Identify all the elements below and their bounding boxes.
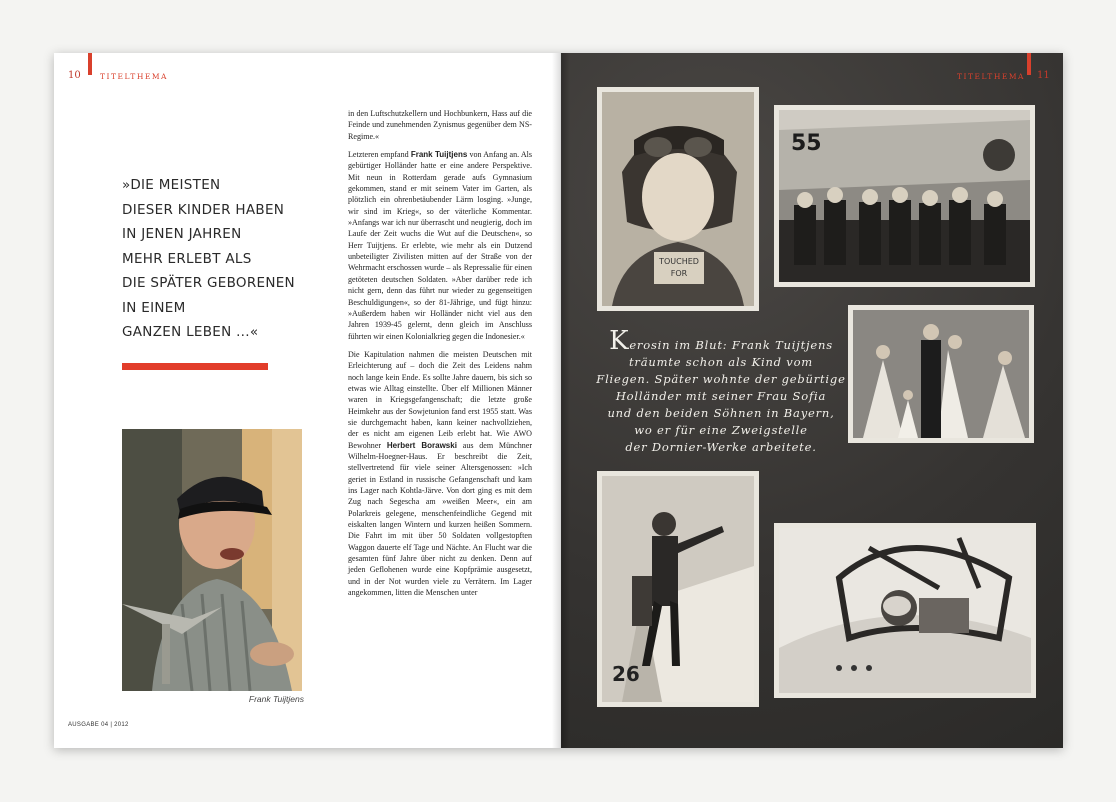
- squadron-illustration: [779, 110, 1030, 282]
- caption-line: und den beiden Söhnen in Bayern,: [607, 406, 835, 420]
- quote-line: IN JENEN JAHREN: [122, 226, 242, 242]
- helmet-text: FOR: [670, 269, 688, 278]
- page-marker-bar-right: [1027, 53, 1031, 75]
- page-number-right: 11: [1037, 70, 1050, 81]
- caption-line: der Dornier-Werke arbeitete.: [625, 440, 817, 454]
- quote-line: »DIE MEISTEN: [122, 177, 221, 193]
- caption-line: träumte schon als Kind vom: [628, 355, 813, 369]
- page-number-left: 10: [68, 70, 81, 81]
- frank-tuijtjens-photo: [122, 429, 302, 691]
- photo-image: [779, 528, 1031, 693]
- article-paragraph: [348, 149, 532, 342]
- magazine-spread: [54, 53, 1063, 748]
- wedding-illustration: [853, 310, 1029, 438]
- quote-line: MEHR ERLEBT ALS: [122, 250, 252, 267]
- quote-divider: [122, 363, 268, 370]
- wedding-photo: [848, 305, 1034, 443]
- caption-line: Fliegen. Später wohnte der gebürtige: [596, 372, 846, 386]
- pilot-climbing-illustration: [602, 476, 754, 702]
- caption-line: [581, 326, 861, 356]
- helmet-text: TOUCHED: [659, 257, 699, 266]
- svg-text:26: 26: [612, 662, 640, 686]
- quote-line: GANZEN LEBEN ...«: [122, 324, 259, 340]
- caption-line: Holländer mit seiner Frau Sofia: [615, 389, 827, 403]
- name-herbert-borawski: Herbert Borawski: [386, 440, 457, 450]
- handwritten-caption: [581, 326, 861, 456]
- photo-image: [602, 92, 754, 306]
- text-run: Letzteren empfand: [348, 150, 409, 160]
- issue-footer: AUSGABE 04 | 2012: [68, 722, 129, 728]
- cockpit-photo: [774, 523, 1036, 698]
- pilot-climbing-photo: [597, 471, 759, 707]
- text-run: Die Kapitulation nahmen die meisten Deutschen mit Erleichterung auf – doch die Zeit des Leidens nahm noch lange kein Ende. Es sollte Jahre dauern, bis sich so etwas wie Alltag einstellte. Über elf Millionen Männer waren in Kriegsgefangenschaft; die letzte große Heimkehr aus der Sowjetunion fand erst 1955 statt. Was sie durchgemacht haben, kann keiner nachvollziehen, der es nicht am eigenen Leib erlebt hat. Wie AWO Bewohner: [348, 349, 532, 450]
- photo-image: [779, 110, 1030, 282]
- text-run: aus dem Münchner Wilhelm-Hoegner-Haus. Er beschreibt die Zeit, stellvertretend für viele seiner Altersgenossen: »Ich geriet in Estland in russische Gefangenschaft und kam ins Lager nach Kohtla-Järve. Von dort ging es mit dem Zug nach Segescha am »weißen Meer«, ein am Polarkreis gelegene, menschenfeindliche Gegend mit eiskalten langen Wintern und kurzen heißen Sommern. Die Fahrt im mit über 50 Soldaten vollgestopften Waggon dauerte elf Tage und Nächte. An Flucht war die gesamten fünf Jahre über nicht zu denken. Denn auf jeden Geflohenen wurde eine Kopfprämie ausgesetzt, und in der Not wurden viele zu Verrätern. Im Lager angekommen, litten die Menschen unter: [348, 440, 533, 598]
- section-label-left: TITELTHEMA: [100, 72, 168, 81]
- page-marker-bar-left: [88, 53, 92, 75]
- pull-quote: [122, 173, 302, 345]
- page-gutter: [552, 53, 570, 748]
- jet-number: 55: [791, 131, 822, 156]
- pilot-portrait-illustration: [602, 92, 754, 306]
- squadron-photo: [774, 105, 1035, 287]
- quote-line: DIESER KINDER HABEN: [122, 201, 285, 218]
- caption-text: erosin im Blut: Frank Tuijtjens: [629, 338, 833, 352]
- quote-line: DIE SPÄTER GEBORENEN: [122, 275, 295, 291]
- name-frank-tuijtjens: Frank Tuijtjens: [410, 150, 468, 160]
- photo-image: [602, 476, 754, 702]
- cockpit-illustration: [779, 528, 1031, 693]
- portrait-illustration: [122, 429, 302, 691]
- caption-initial: K: [609, 326, 630, 356]
- photo-image: [853, 310, 1029, 438]
- article-paragraph: in den Luftschutzkellern und Hochbunkern, Hass auf die Feinde und zunehmenden Zynismus gegenüber dem NS-Regime.«: [348, 109, 532, 141]
- article-column: [348, 108, 532, 605]
- section-label-right: TITELTHEMA: [957, 72, 1025, 81]
- quote-line: IN EINEM: [122, 299, 186, 316]
- right-page: [561, 53, 1063, 748]
- article-paragraph: [348, 349, 532, 599]
- pilot-helmet-photo: [597, 87, 759, 311]
- text-run: von Anfang an. Als gebürtiger Holländer hatte er eine andere Perspektive. Mit neun in Rotterdam gerade aufs Gymnasium gekommen, stand er mit seinem Vater im Garten, als plötzlich ein ohrenbetäubender Lärm losging. »Junge, wir sind im Krieg«, so der väterliche Kommentar. »Anfangs war ich nur überrascht und neugierig, doch im Laufe der Zeit wuchs die Wut auf die Deutschen«, so Herr Tuijtjens. Er erlebte, wie mehr als ein Dutzend unbeteiligter Zivilisten mitten auf der Straße von der Wehrmacht erschossen wurde – als Repressalie für einen getöteten deutschen Soldaten. »Aber darüber rede ich nicht gern, denn das führt nur wieder zu gegenseitigen Beschuldigungen«, so der 81-Jährige, und fügt hinzu: »Außerdem haben wir Holländer nicht viel aus den Jahren 1939-45 gelernt, denn gleich im Anschluss führten wir einen Kolonialkrieg gegen die Indonesier.«: [348, 150, 533, 341]
- left-page: [54, 53, 561, 748]
- caption-line: wo er für eine Zweigstelle: [634, 423, 808, 437]
- photo-caption: Frank Tuijtjens: [248, 694, 304, 704]
